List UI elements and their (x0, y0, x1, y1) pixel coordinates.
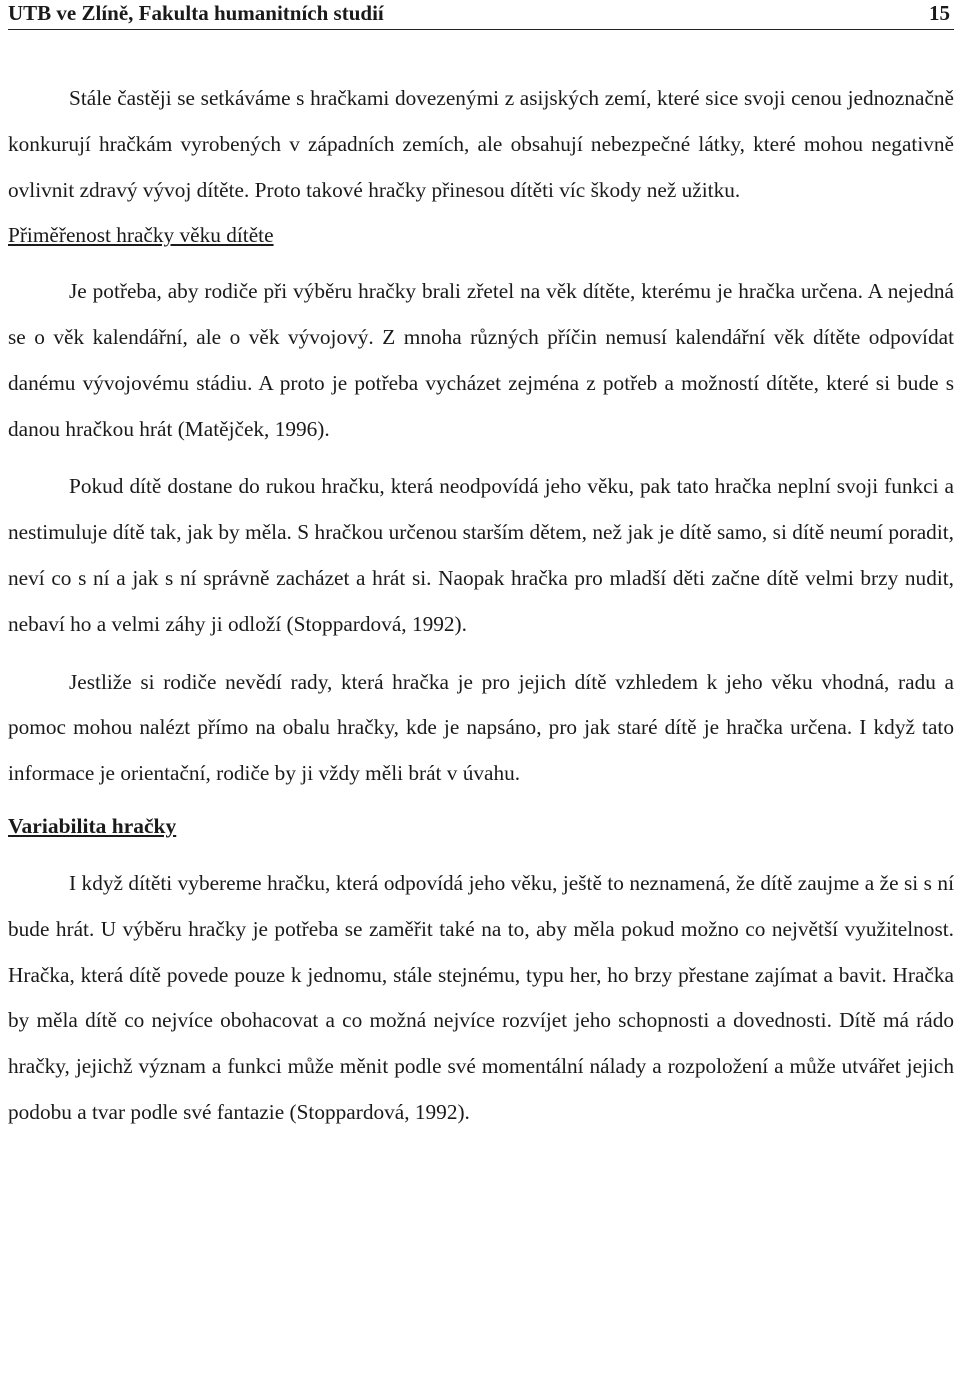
running-header (8, 0, 954, 30)
paragraph-mismatched-toy: Pokud dítě dostane do rukou hračku, která neodpovídá jeho věku, pak tato hračka neplní svoji funkci a nestimuluje dítě tak, jak by měla. S hračkou určenou starším dětem, než jak je dítě samo, si dítě neumí poradit, neví co s ní a jak s ní správně zacházet a hrát si. Naopak hračka pro mladší děti začne dítě velmi brzy nudit, nebaví ho a velmi záhy ji odloží (Stoppardová, 1992). (8, 474, 954, 636)
page-body (8, 76, 954, 1136)
paragraph-imported-toys: Stále častěji se setkáváme s hračkami dovezenými z asijských zemí, které sice svoji cenou jednoznačně konkurují hračkám vyrobených v západních zemích, ale obsahují nebezpečné látky, které mohou negativně ovlivnit zdravý vývoj dítěte. Proto takové hračky přinesou dítěti víc škody než užitku. (8, 86, 954, 202)
section-title-variability: Variabilita hračky (8, 813, 177, 838)
paragraph-packaging-info: Jestliže si rodiče nevědí rady, která hračka je pro jejich dítě vzhledem k jeho věku vhodná, radu a pomoc mohou nalézt přímo na obalu hračky, kde je napsáno, pro jak staré dítě je hračka určena. I když tato informace je orientační, rodiče by ji vždy měli brát v úvahu. (8, 669, 954, 786)
page-number: 15 (929, 1, 950, 25)
header-title: UTB ve Zlíně, Fakulta humanitních studií (8, 1, 384, 25)
document-page (8, 0, 954, 1136)
subheading-age-appropriateness: Přiměřenost hračky věku dítěte (8, 223, 274, 248)
paragraph-toy-variability: I když dítěti vybereme hračku, která odpovídá jeho věku, ještě to neznamená, že dítě zaujme a že si s ní bude hrát. U výběru hračky je potřeba se zaměřit také na to, aby měla pokud možno co největší využitelnost. Hračka, která dítě povede pouze k jednomu, stále stejnému, typu her, ho brzy přestane zajímat a bavit. Hračka by měla dítě co nejvíce obohacovat a co možná nejvíce rozvíjet jeho schopnosti a dovednosti. Dítě má rádo hračky, jejichž význam a funkci může měnit podle své momentální nálady a rozpoložení a může utvářet jejich podobu a tvar podle své fantazie (Stoppardová, 1992). (8, 870, 954, 1124)
paragraph-developmental-age: Je potřeba, aby rodiče při výběru hračky brali zřetel na věk dítěte, kterému je hračka určena. A nejedná se o věk kalendářní, ale o věk vývojový. Z mnoha různých příčin nemusí kalendářní věk dítěte odpovídat danému vývojovému stádiu. A proto je potřeba vycházet zejména z potřeb a možností dítěte, které si bude s danou hračkou hrát (Matějček, 1996). (8, 279, 954, 441)
